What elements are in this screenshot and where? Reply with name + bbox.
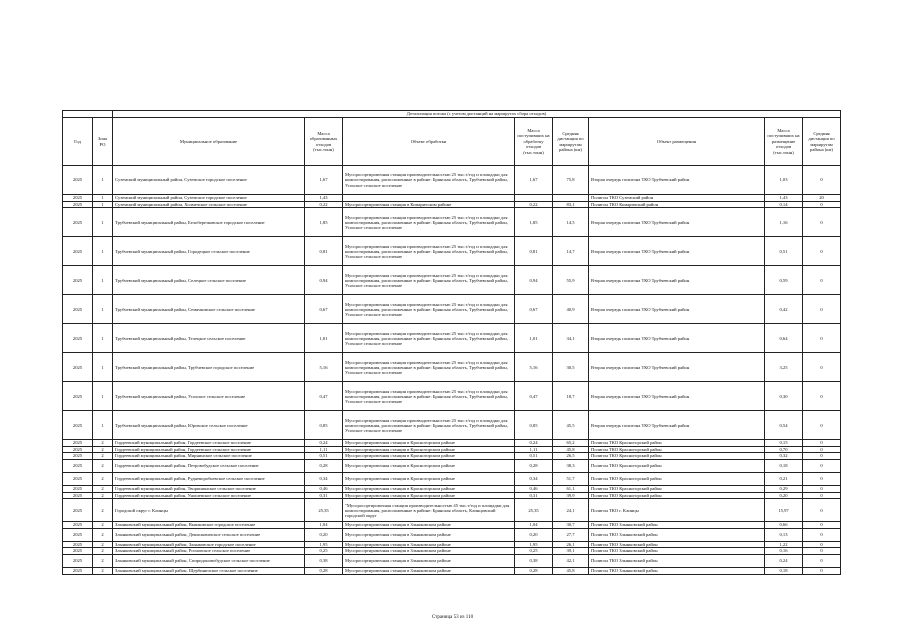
cell-generated-mass: 0,85 [305,411,343,440]
col-header-placement-mass: Масса поступивших на размещение отходов (тыс.тонн) [765,118,803,166]
cell-placement-distance: 0 [803,528,841,541]
cell-municipality: Трубчевский муниципальный район, Белоберезковское городское поселение [113,208,305,237]
table-row [63,459,841,472]
cell-processing-object: Мусоросортировочная станция производительностью 25 тыс.т/год и площадки для компостирования, расположенные в районе: Брянская область, Трубчевский район, Усохское сельское поселение [343,353,515,382]
page-number: Страница 53 из 110 [431,615,474,620]
cell-processing-object: Мусоросортировочная станция в Красногорском районе [343,453,515,460]
cell-placement-mass: 0,70 [765,446,803,453]
cell-zone: 1 [93,208,113,237]
cell-zone: 1 [93,266,113,295]
cell-generated-mass: 0,25 [305,548,343,555]
report-table-container [62,110,840,575]
cell-placement-mass: 1,03 [765,166,803,195]
cell-generated-mass: 0,81 [305,237,343,266]
cell-processing-object: Мусоросортировочная станция в Злынковском районе [343,554,515,567]
col-header-processing-distance: Средняя дистанция по маршрутам района (км) [553,118,589,166]
cell-processing-distance: 39,1 [553,548,589,555]
cell-zone: 2 [93,499,113,522]
cell-placement-distance: 0 [803,208,841,237]
cell-year: 2025 [63,472,93,485]
cell-placement-distance: 0 [803,382,841,411]
cell-year: 2025 [63,541,93,548]
cell-municipality: Суземский муниципальный район, Холмечское сельское поселение [113,201,305,208]
table-row [63,166,841,195]
cell-municipality: Трубчевский муниципальный район, Юровское сельское поселение [113,411,305,440]
cell-placement-distance: 0 [803,459,841,472]
cell-placement-distance: 0 [803,492,841,499]
table-row [63,548,841,555]
cell-year: 2025 [63,446,93,453]
cell-zone: 1 [93,382,113,411]
table-row [63,541,841,548]
cell-placement-mass: 0,32 [765,453,803,460]
cell-processing-object: Мусоросортировочная станция производительностью 25 тыс.т/год и площадки для компостирования, расположенные в районе: Брянская область, Трубчевский район, Усохское сельское поселение [343,166,515,195]
cell-zone: 1 [93,411,113,440]
cell-municipality: Гордеевский муниципальный район, Уношевское сельское поселение [113,492,305,499]
cell-zone: 2 [93,492,113,499]
cell-placement-object: Полигон ТКО Злынковский район [589,541,765,548]
cell-processing-mass: 0,28 [515,459,553,472]
cell-processing-distance: 55,9 [553,266,589,295]
cell-municipality: Трубчевский муниципальный район, Селецкое сельское поселение [113,266,305,295]
cell-placement-distance: 0 [803,166,841,195]
cell-placement-object: Полигон ТКО Красногорский район [589,472,765,485]
cell-processing-distance: 45,5 [553,411,589,440]
cell-municipality: Гордеевский муниципальный район, Мирнинское сельское поселение [113,453,305,460]
table-row [63,446,841,453]
col-header-placement-distance: Средняя дистанция по маршрутам района (км) [803,118,841,166]
cell-generated-mass: 1,01 [305,324,343,353]
cell-processing-object: Мусоросортировочная станция в Красногорском районе [343,485,515,492]
cell-processing-distance: 26,1 [553,541,589,548]
table-row [63,472,841,485]
cell-processing-distance: 30,7 [553,522,589,529]
cell-processing-object: Мусоросортировочная станция в Злынковском районе [343,541,515,548]
cell-placement-mass: 0,29 [765,485,803,492]
cell-processing-distance: 40,9 [553,295,589,324]
cell-processing-mass: 1,11 [515,446,553,453]
cell-placement-object: Вторая очередь полигона ТКО Трубчевский район [589,208,765,237]
cell-year: 2025 [63,195,93,202]
cell-placement-mass: 0,66 [765,522,803,529]
cell-processing-object: Мусоросортировочная станция в Красногорском районе [343,472,515,485]
cell-placement-object: Полигон ТКО Комаричский район [589,201,765,208]
cell-year: 2025 [63,295,93,324]
cell-year: 2025 [63,411,93,440]
cell-processing-mass: 1,67 [515,166,553,195]
cell-processing-object: Мусоросортировочная станция в Красногорском районе [343,440,515,447]
cell-processing-mass: 25,35 [515,499,553,522]
cell-processing-mass: 0,47 [515,382,553,411]
table-row [63,492,841,499]
cell-processing-mass: 0,31 [515,492,553,499]
cell-zone: 2 [93,485,113,492]
cell-processing-mass: 0,25 [515,548,553,555]
cell-processing-object: Мусоросортировочная станция в Красногорском районе [343,492,515,499]
cell-zone: 2 [93,567,113,574]
cell-zone: 1 [93,237,113,266]
cell-processing-distance: 34,1 [553,324,589,353]
cell-placement-mass: 0,20 [765,492,803,499]
table-row [63,440,841,447]
cell-generated-mass: 0,28 [305,459,343,472]
waste-flow-table [62,110,841,575]
cell-processing-mass [515,195,553,202]
cell-placement-object: Вторая очередь полигона ТКО Трубчевский район [589,295,765,324]
cell-processing-mass: 0,46 [515,485,553,492]
cell-municipality: Трубчевский муниципальный район, Семячковское сельское поселение [113,295,305,324]
cell-processing-object: Мусоросортировочная станция производительностью 25 тыс.т/год и площадки для компостирования, расположенные в районе: Брянская область, Трубчевский район, Усохское сельское поселение [343,324,515,353]
cell-year: 2025 [63,485,93,492]
cell-zone: 2 [93,541,113,548]
cell-placement-distance: 0 [803,295,841,324]
cell-municipality: Гордеевский муниципальный район, Гордеевское сельское поселение [113,446,305,453]
cell-year: 2025 [63,237,93,266]
cell-municipality: Гордеевский муниципальный район, Гордеевское сельское поселение [113,440,305,447]
cell-placement-object: Полигон ТКО Суземский район [589,195,765,202]
cell-placement-object: Полигон ТКО Злынковский район [589,554,765,567]
cell-placement-mass: 0,13 [765,528,803,541]
cell-placement-mass: 0,42 [765,295,803,324]
cell-placement-distance: 0 [803,499,841,522]
cell-zone: 2 [93,440,113,447]
cell-zone: 2 [93,453,113,460]
cell-placement-mass: 15,97 [765,499,803,522]
cell-placement-object: Полигон ТКО Злынковский район [589,522,765,529]
cell-year: 2025 [63,499,93,522]
cell-generated-mass: 0,51 [305,453,343,460]
cell-municipality: Трубчевский муниципальный район, Городецкое сельское поселение [113,237,305,266]
cell-placement-distance: 0 [803,324,841,353]
cell-processing-distance: 42,1 [553,554,589,567]
cell-year: 2025 [63,528,93,541]
cell-placement-object: Полигон ТКО Красногорский район [589,446,765,453]
cell-processing-distance [553,195,589,202]
cell-placement-mass: 3,25 [765,353,803,382]
cell-year: 2025 [63,554,93,567]
cell-processing-object: Мусоросортировочная станция в Красногорском районе [343,446,515,453]
cell-processing-mass: 1,95 [515,541,553,548]
cell-placement-object: Полигон ТКО Злынковский район [589,548,765,555]
cell-placement-mass: 0,18 [765,459,803,472]
cell-generated-mass: 0,24 [305,440,343,447]
cell-placement-mass: 0,59 [765,266,803,295]
cell-processing-object [343,195,515,202]
cell-year: 2025 [63,166,93,195]
cell-placement-mass: 1,16 [765,208,803,237]
cell-municipality: Гордеевский муниципальный район, Рудневоробьевское сельское поселение [113,472,305,485]
cell-year: 2025 [63,548,93,555]
cell-processing-distance: 45,8 [553,567,589,574]
cell-processing-distance: 65,2 [553,440,589,447]
cell-processing-object: Мусоросортировочная станция производительностью 25 тыс.т/год и площадки для компостирования, расположенные в районе: Брянская область, Трубчевский район, Усохское сельское поселение [343,208,515,237]
cell-municipality: Злынковский муниципальный район, Рогновское сельское поселение [113,548,305,555]
cell-placement-object: Полигон ТКО Злынковский район [589,528,765,541]
cell-processing-distance: 26,5 [553,453,589,460]
cell-year: 2025 [63,201,93,208]
cell-processing-object: "Мусоросортировочная станция производительностью 45 тыс.т/год и площадки для компостирования, расположенные в районе: Брянская область, Клинцовский городской округ [343,499,515,522]
cell-generated-mass: 0,20 [305,528,343,541]
table-supertitle-blank [63,111,113,118]
cell-processing-mass: 5,16 [515,353,553,382]
cell-processing-distance: 61,1 [553,485,589,492]
table-row [63,208,841,237]
table-row [63,528,841,541]
cell-generated-mass: 25,35 [305,499,343,522]
cell-processing-distance: 30,5 [553,353,589,382]
col-header-processing-mass: Масса поступивших на обработку отходов (тыс.тонн) [515,118,553,166]
cell-placement-mass: 0,54 [765,411,803,440]
cell-placement-object: Вторая очередь полигона ТКО Трубчевский район [589,324,765,353]
cell-placement-mass: 0,30 [765,382,803,411]
cell-processing-mass: 0,85 [515,411,553,440]
cell-placement-object: Полигон ТКО Красногорский район [589,440,765,447]
cell-placement-object: Вторая очередь полигона ТКО Трубчевский район [589,266,765,295]
cell-generated-mass: 0,22 [305,201,343,208]
cell-processing-mass: 0,20 [515,528,553,541]
cell-processing-distance: 27,7 [553,528,589,541]
cell-processing-mass: 0,38 [515,554,553,567]
cell-placement-mass: 0,21 [765,472,803,485]
cell-placement-distance: 0 [803,201,841,208]
cell-zone: 1 [93,201,113,208]
cell-year: 2025 [63,453,93,460]
cell-placement-mass: 0,24 [765,554,803,567]
cell-generated-mass: 0,46 [305,485,343,492]
cell-placement-mass: 0,51 [765,237,803,266]
cell-municipality: Трубчевский муниципальный район, Усохское сельское поселение [113,382,305,411]
cell-generated-mass: 1,67 [305,166,343,195]
cell-zone: 1 [93,353,113,382]
cell-processing-distance: 51,7 [553,472,589,485]
cell-year: 2025 [63,353,93,382]
cell-year: 2025 [63,492,93,499]
cell-zone: 2 [93,528,113,541]
cell-processing-mass: 1,04 [515,522,553,529]
column-headers [63,118,841,166]
cell-placement-object: Полигон ТКО Красногорский район [589,453,765,460]
cell-placement-mass: 0,64 [765,324,803,353]
cell-zone: 2 [93,472,113,485]
cell-processing-object: Мусоросортировочная станция в Злынковском районе [343,548,515,555]
cell-placement-distance: 0 [803,472,841,485]
cell-processing-mass: 0,94 [515,266,553,295]
cell-year: 2025 [63,567,93,574]
cell-placement-object: Полигон ТКО г. Клинцы [589,499,765,522]
table-row [63,453,841,460]
cell-municipality: Гордеевский муниципальный район, Петровобудское сельское поселение [113,459,305,472]
cell-processing-object: Мусоросортировочная станция производительностью 25 тыс.т/год и площадки для компостирования, расположенные в районе: Брянская область, Трубчевский район, Усохское сельское поселение [343,382,515,411]
cell-generated-mass: 0,67 [305,295,343,324]
cell-municipality: Гордеевский муниципальный район, Творишинское сельское поселение [113,485,305,492]
cell-zone: 2 [93,446,113,453]
table-row [63,411,841,440]
cell-zone: 2 [93,548,113,555]
cell-placement-distance: 0 [803,554,841,567]
cell-placement-distance: 0 [803,411,841,440]
cell-processing-object: Мусоросортировочная станция в Злынковском районе [343,567,515,574]
cell-year: 2025 [63,324,93,353]
cell-processing-mass: 0,81 [515,237,553,266]
table-row [63,353,841,382]
table-row [63,382,841,411]
cell-year: 2025 [63,266,93,295]
cell-placement-object: Вторая очередь полигона ТКО Трубчевский район [589,166,765,195]
cell-generated-mass: 0,47 [305,382,343,411]
cell-processing-distance: 83,1 [553,201,589,208]
cell-placement-distance: 0 [803,541,841,548]
cell-municipality: Злынковский муниципальный район, Вышковское городское поселение [113,522,305,529]
cell-placement-object: Полигон ТКО Злынковский район [589,567,765,574]
cell-processing-mass: 1,85 [515,208,553,237]
cell-placement-mass: 0,15 [765,440,803,447]
table-row [63,195,841,202]
col-header-zone: Зона РО [93,118,113,166]
cell-generated-mass: 1,85 [305,208,343,237]
cell-generated-mass: 0,94 [305,266,343,295]
cell-generated-mass: 1,11 [305,446,343,453]
table-row [63,554,841,567]
cell-processing-distance: 75,8 [553,166,589,195]
cell-processing-mass: 0,28 [515,567,553,574]
col-header-generated-mass: Масса образованных отходов (тыс.тонн) [305,118,343,166]
cell-placement-mass: 0,18 [765,567,803,574]
cell-placement-mass: 1,22 [765,541,803,548]
cell-placement-object: Полигон ТКО Красногорский район [589,459,765,472]
cell-processing-distance: 24,1 [553,499,589,522]
cell-zone: 2 [93,459,113,472]
cell-zone: 1 [93,295,113,324]
cell-processing-mass: 0,24 [515,440,553,447]
table-row [63,485,841,492]
cell-zone: 2 [93,554,113,567]
cell-placement-mass: 0,14 [765,201,803,208]
col-header-processing-object: Объект обработки [343,118,515,166]
cell-placement-distance: 20 [803,195,841,202]
cell-municipality: Суземский муниципальный район, Суземское городское поселение [113,195,305,202]
cell-placement-distance: 0 [803,440,841,447]
cell-generated-mass: 0,34 [305,472,343,485]
cell-municipality: Злынковский муниципальный район, Щербиничское сельское поселение [113,567,305,574]
cell-generated-mass: 0,31 [305,492,343,499]
cell-year: 2025 [63,522,93,529]
cell-placement-distance: 0 [803,237,841,266]
col-header-year: Год [63,118,93,166]
cell-processing-distance: 45,8 [553,446,589,453]
cell-placement-distance: 0 [803,485,841,492]
cell-generated-mass: 0,28 [305,567,343,574]
cell-processing-mass: 0,67 [515,295,553,324]
cell-placement-distance: 0 [803,522,841,529]
cell-placement-distance: 0 [803,446,841,453]
table-row [63,266,841,295]
cell-zone: 2 [93,522,113,529]
cell-zone: 1 [93,324,113,353]
cell-zone: 1 [93,166,113,195]
cell-zone: 1 [93,195,113,202]
cell-placement-distance: 0 [803,548,841,555]
cell-municipality: Суземский муниципальный район, Суземское городское поселение [113,166,305,195]
cell-processing-distance: 14,7 [553,237,589,266]
cell-municipality: Городской округ г. Клинцы [113,499,305,522]
cell-year: 2025 [63,459,93,472]
cell-processing-object: Мусоросортировочная станция производительностью 25 тыс.т/год и площадки для компостирования, расположенные в районе: Брянская область, Трубчевский район, Усохское сельское поселение [343,266,515,295]
cell-year: 2025 [63,208,93,237]
cell-placement-distance: 0 [803,353,841,382]
cell-generated-mass: 5,16 [305,353,343,382]
table-row [63,295,841,324]
cell-municipality: Злынковский муниципальный район, Спиридоновобудское сельское поселение [113,554,305,567]
table-row [63,201,841,208]
table-row [63,567,841,574]
cell-processing-distance: 39,9 [553,492,589,499]
cell-processing-object: Мусоросортировочная станция в Красногорском районе [343,459,515,472]
cell-placement-distance: 0 [803,266,841,295]
cell-processing-mass: 0,51 [515,453,553,460]
table-body [63,166,841,575]
cell-placement-mass: 1,43 [765,195,803,202]
table-row [63,499,841,522]
cell-processing-object: Мусоросортировочная станция в Злынковском районе [343,522,515,529]
cell-placement-distance: 0 [803,453,841,460]
table-supertitle: Детализация потока (с учетом дистанций на маршрутах сбора отходов) [113,111,841,118]
table-row [63,237,841,266]
cell-placement-object: Вторая очередь полигона ТКО Трубчевский район [589,382,765,411]
cell-municipality: Злынковский муниципальный район, Денисковичское сельское поселение [113,528,305,541]
table-row [63,522,841,529]
cell-municipality: Трубчевский муниципальный район, Телецкое сельское поселение [113,324,305,353]
cell-processing-object: Мусоросортировочная станция в Комаричском районе [343,201,515,208]
cell-placement-object: Вторая очередь полигона ТКО Трубчевский район [589,353,765,382]
col-header-municipality: Муниципальное образование [113,118,305,166]
cell-placement-object: Вторая очередь полигона ТКО Трубчевский район [589,237,765,266]
cell-placement-object: Полигон ТКО Красногорский район [589,492,765,499]
cell-processing-object: Мусоросортировочная станция производительностью 25 тыс.т/год и площадки для компостирования, расположенные в районе: Брянская область, Трубчевский район, Усохское сельское поселение [343,237,515,266]
cell-processing-distance: 18,7 [553,382,589,411]
cell-municipality: Злынковский муниципальный район, Злынковское городское поселение [113,541,305,548]
cell-processing-mass: 0,22 [515,201,553,208]
cell-placement-distance: 0 [803,567,841,574]
cell-year: 2025 [63,440,93,447]
table-row [63,324,841,353]
cell-processing-object: Мусоросортировочная станция в Злынковском районе [343,528,515,541]
cell-processing-object: Мусоросортировочная станция производительностью 25 тыс.т/год и площадки для компостирования, расположенные в районе: Брянская область, Трубчевский район, Усохское сельское поселение [343,411,515,440]
cell-placement-object: Вторая очередь полигона ТКО Трубчевский район [589,411,765,440]
cell-generated-mass: 0,38 [305,554,343,567]
cell-processing-object: Мусоросортировочная станция производительностью 25 тыс.т/год и площадки для компостирования, расположенные в районе: Брянская область, Трубчевский район, Усохское сельское поселение [343,295,515,324]
cell-year: 2025 [63,382,93,411]
cell-municipality: Трубчевский муниципальный район, Трубчевское городское поселение [113,353,305,382]
cell-placement-object: Полигон ТКО Красногорский район [589,485,765,492]
cell-processing-distance: 38,3 [553,459,589,472]
cell-processing-distance: 14,5 [553,208,589,237]
cell-processing-mass: 1,01 [515,324,553,353]
cell-placement-mass: 0,16 [765,548,803,555]
cell-generated-mass: 1,43 [305,195,343,202]
cell-generated-mass: 1,04 [305,522,343,529]
cell-generated-mass: 1,95 [305,541,343,548]
col-header-placement-object: Объект размещения [589,118,765,166]
cell-processing-mass: 0,34 [515,472,553,485]
